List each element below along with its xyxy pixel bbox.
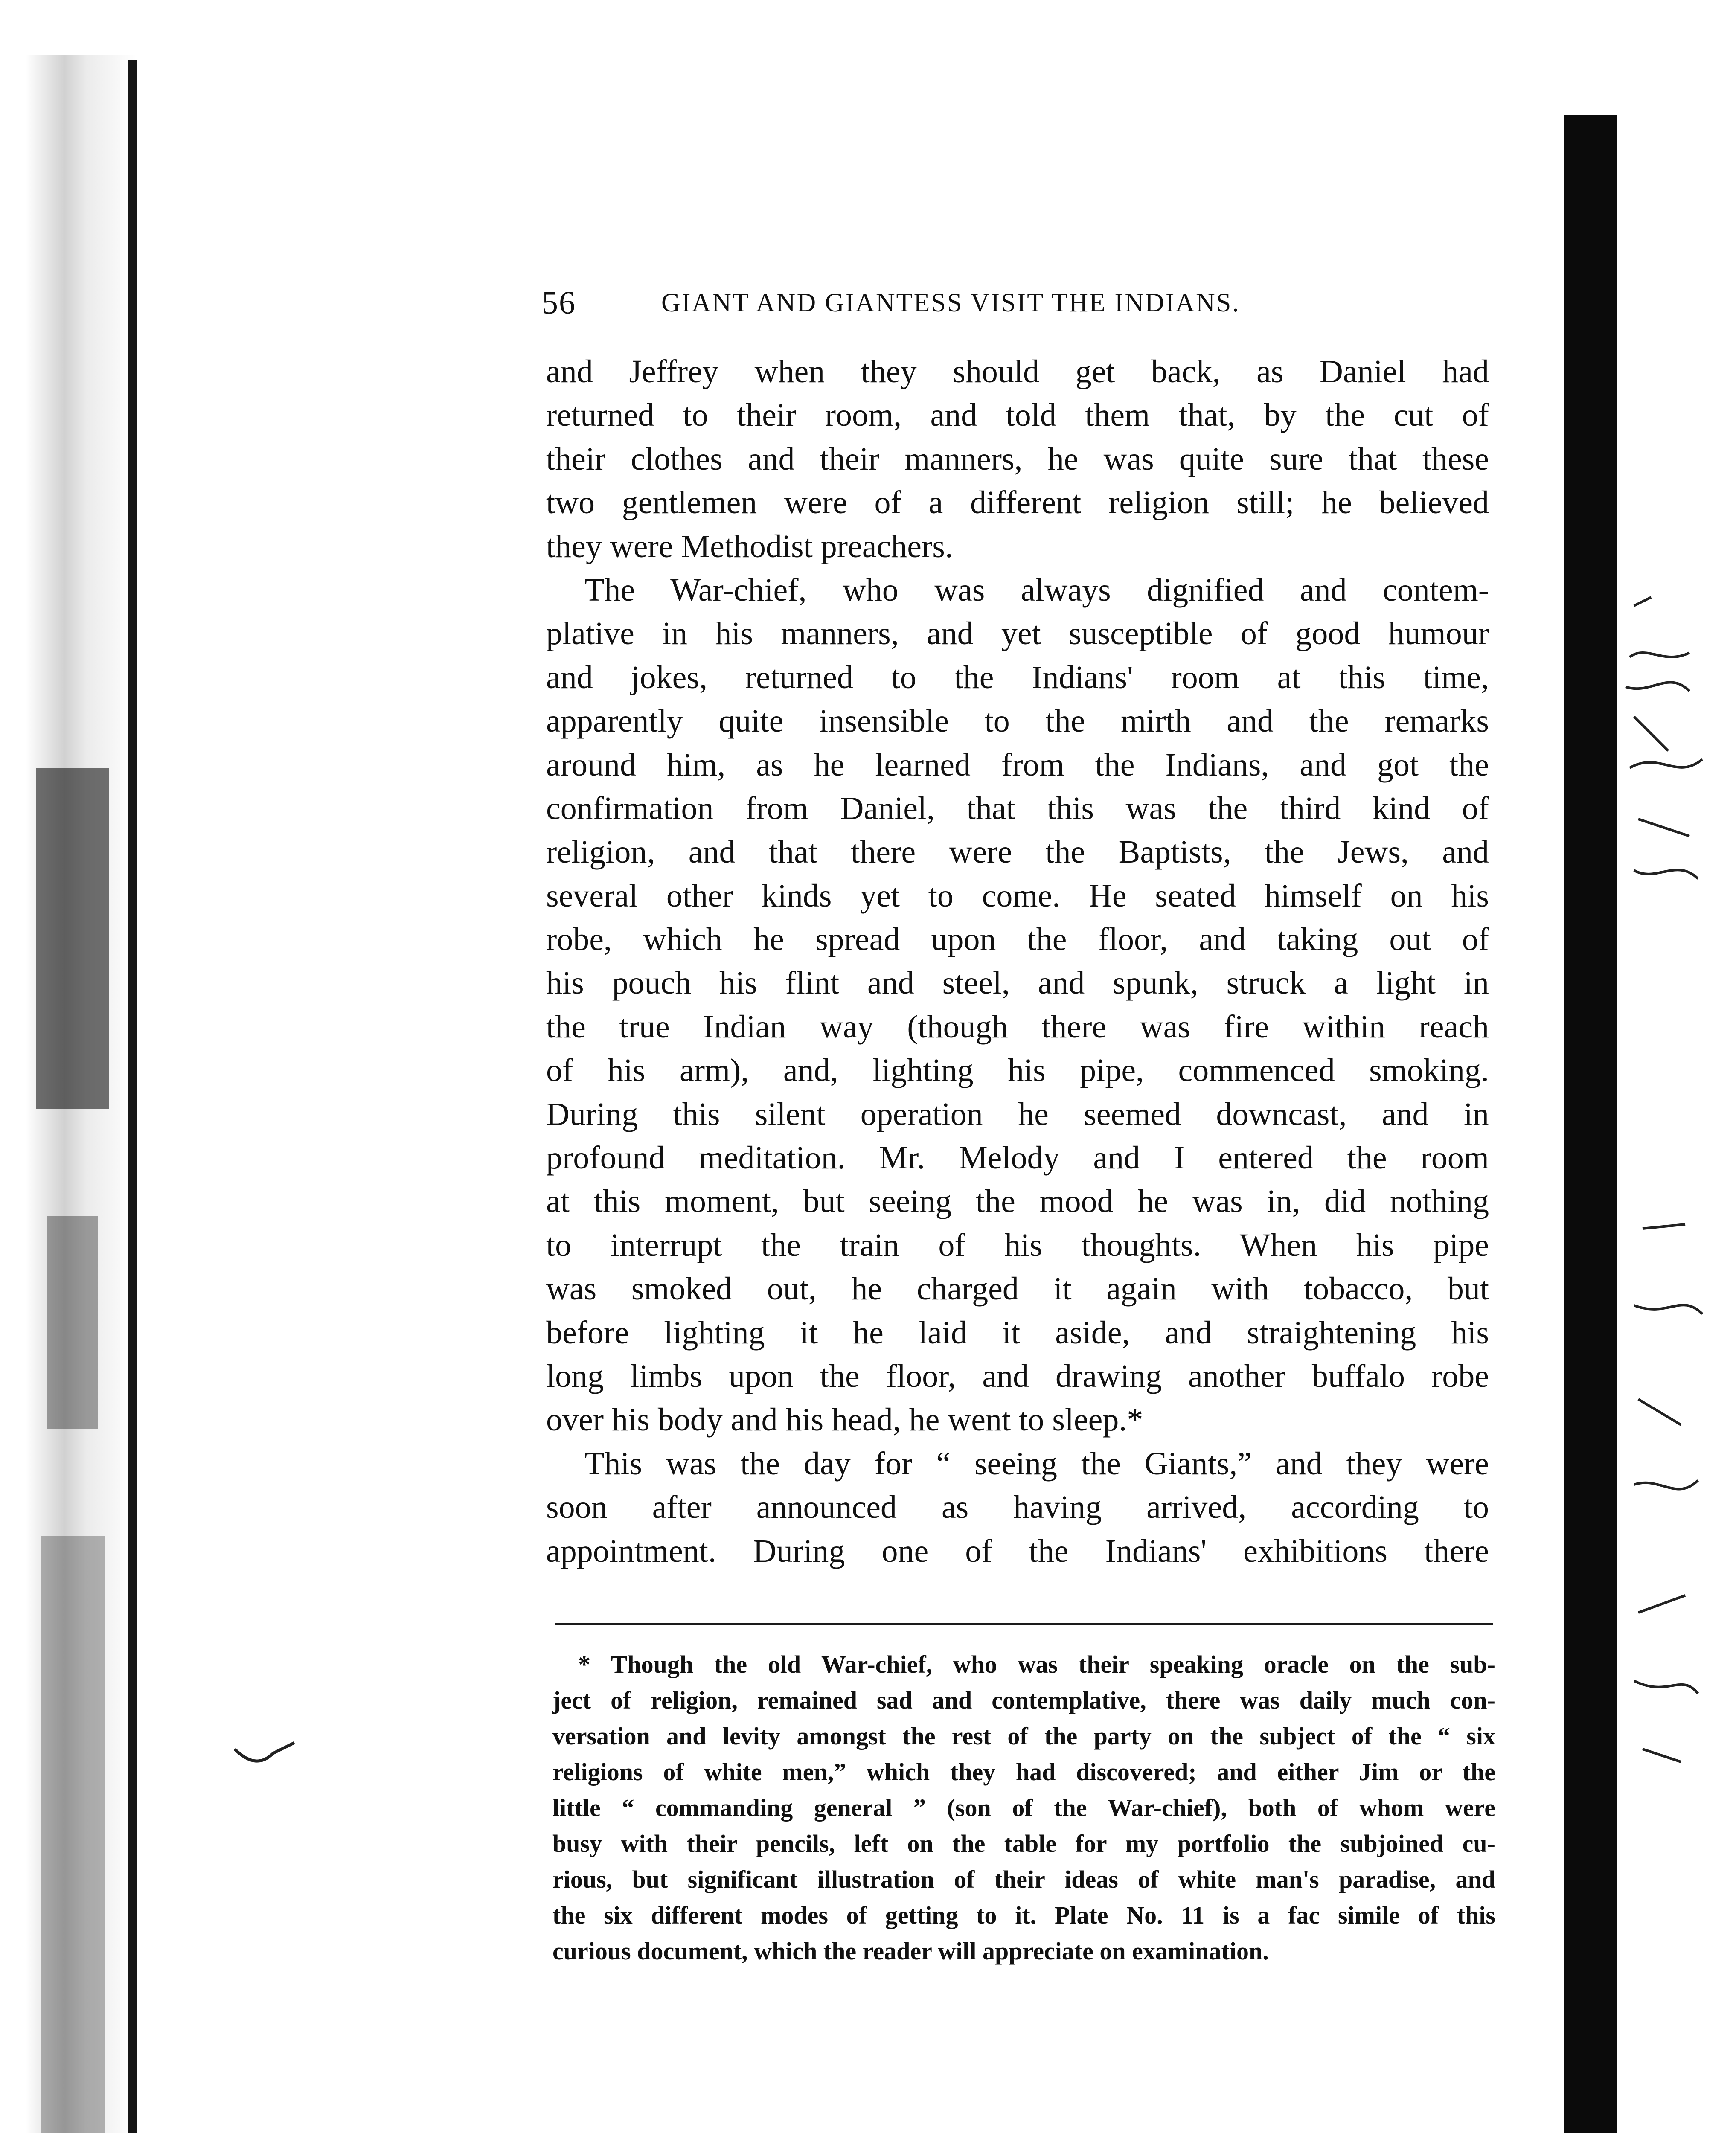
body-line: profound meditation. Mr. Melody and I entered the room	[546, 1140, 1489, 1176]
body-line: they were Methodist preachers.	[546, 528, 953, 564]
footnote-line: religions of white men,” which they had discovered; and either Jim or the	[552, 1758, 1495, 1786]
body-line: and Jeffrey when they should get back, as Daniel had	[546, 354, 1489, 389]
footnote-line: curious document, which the reader will appreciate on examination.	[552, 1937, 1269, 1965]
body-line: at this moment, but seeing the mood he was in, did nothing	[546, 1183, 1489, 1220]
page-number: 56	[542, 285, 576, 321]
body-line: over his body and his head, he went to sleep.*	[546, 1402, 1143, 1438]
scan-right-bleedthrough-marks	[1621, 589, 1715, 1826]
body-line: religion, and that there were the Baptists, the Jews, and	[546, 834, 1489, 870]
body-line: soon after announced as having arrived, according to	[546, 1489, 1489, 1526]
footnote-line: rious, but significant illustration of their ideas of white man's paradise, and	[552, 1866, 1495, 1893]
scan-binding-rule	[128, 60, 137, 2133]
scan-left-ink-blot	[41, 1536, 105, 2133]
footnote-line: little “ commanding general ” (son of the War-chief), both of whom were	[552, 1794, 1495, 1822]
footnote-line: ject of religion, remained sad and contemplative, there was daily much con-	[552, 1686, 1495, 1714]
body-line: two gentlemen were of a different religion still; he believed	[546, 485, 1489, 521]
footnote	[552, 1647, 1495, 1969]
page-header	[542, 277, 1502, 328]
body-line: several other kinds yet to come. He seated himself on his	[546, 878, 1489, 914]
margin-pencil-mark	[230, 1736, 303, 1775]
body-line: of his arm), and, lighting his pipe, commenced smoking.	[546, 1052, 1489, 1089]
scan-left-ink-blot	[36, 768, 109, 1109]
body-line: During this silent operation he seemed downcast, and in	[546, 1096, 1489, 1132]
footnote-rule	[555, 1623, 1493, 1625]
body-line: returned to their room, and told them that, by the cut of	[546, 397, 1489, 433]
scan-left-ink-blot	[47, 1216, 98, 1429]
body-line: before lighting it he laid it aside, and straightening his	[546, 1314, 1489, 1351]
body-line: appointment. During one of the Indians' exhibitions there	[546, 1533, 1489, 1569]
body-line: The War-chief, who was always dignified and contem-	[584, 572, 1489, 608]
body-line: apparently quite insensible to the mirth and the remarks	[546, 703, 1489, 739]
scan-right-dark-edge	[1564, 115, 1617, 2133]
running-title: GIANT AND GIANTESS VISIT THE INDIANS.	[661, 288, 1240, 317]
body-line: around him, as he learned from the Indians, and got the	[546, 747, 1489, 783]
body-line: and jokes, returned to the Indians' room at this time,	[546, 659, 1489, 695]
body-line: to interrupt the train of his thoughts. When his pipe	[546, 1227, 1489, 1263]
footnote-line: * Though the old War-chief, who was their speaking oracle on the sub-	[578, 1651, 1495, 1678]
footnote-line: versation and levity amongst the rest of the party on the subject of the “ six	[552, 1722, 1495, 1750]
body-line: robe, which he spread upon the floor, and taking out of	[546, 921, 1489, 958]
body-line: the true Indian way (though there was fire within reach	[546, 1008, 1489, 1045]
body-line: his pouch his flint and steel, and spunk, struck a light in	[546, 965, 1489, 1001]
body-line: This was the day for “ seeing the Giants,” and they were	[584, 1445, 1489, 1482]
body-line: their clothes and their manners, he was quite sure that these	[546, 441, 1489, 477]
body-line: was smoked out, he charged it again with tobacco, but	[546, 1271, 1489, 1307]
footnote-line: the six different modes of getting to it. Plate No. 11 is a fac simile of this	[552, 1901, 1495, 1929]
body-line: confirmation from Daniel, that this was the third kind of	[546, 790, 1489, 826]
footnote-line: busy with their pencils, left on the table for my portfolio the subjoined cu-	[552, 1830, 1495, 1857]
body-text	[546, 350, 1489, 1573]
body-line: plative in his manners, and yet susceptible of good humour	[546, 616, 1489, 652]
body-line: long limbs upon the floor, and drawing another buffalo robe	[546, 1358, 1489, 1394]
